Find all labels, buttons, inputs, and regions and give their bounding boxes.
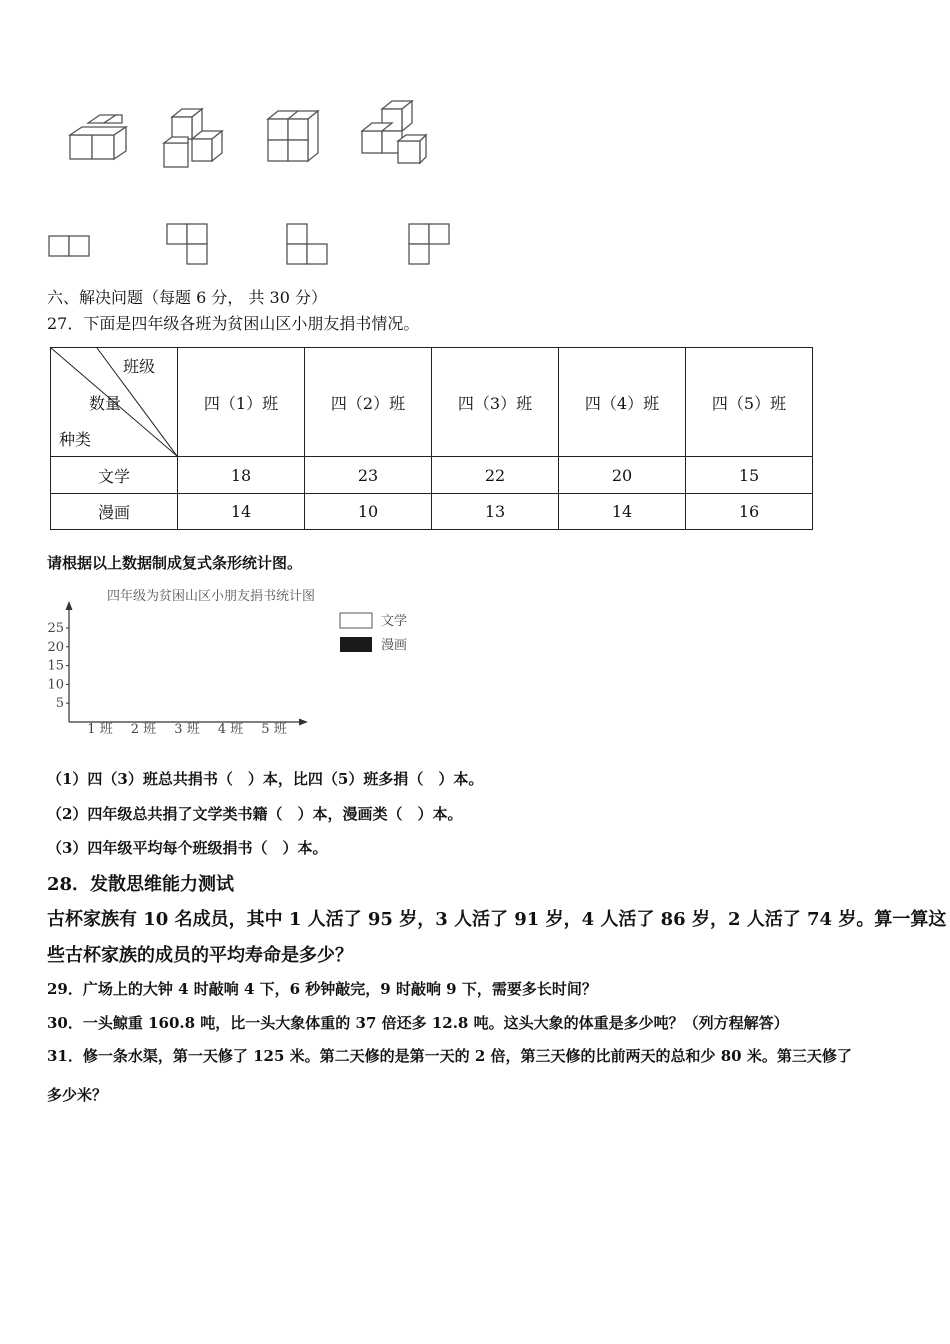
donation-table (50, 347, 813, 530)
class-header: 四（3）班 (432, 348, 559, 457)
table-cell: 15 (686, 457, 813, 494)
q28-title: 28．发散思维能力测试 (47, 874, 235, 895)
q31-text-line1: 31．修一条水渠，第一天修了 125 米。第二天修的是第一天的 2 倍，第三天修的比前两天的总和少 80 米。第三天修了 (47, 1047, 852, 1065)
table-cell: 16 (686, 494, 813, 530)
bar-chart (40, 580, 440, 745)
y-tick-label: 10 (47, 677, 64, 693)
view-2 (167, 224, 207, 264)
x-category-label: 5 班 (261, 722, 287, 737)
q27-sub2: （2）四年级总共捐了文学类书籍（ ）本，漫画类（ ）本。 (47, 805, 463, 823)
q28-text-line2: 些古杯家族的成员的平均寿命是多少？ (47, 945, 353, 966)
class-header: 四（4）班 (559, 348, 686, 457)
table-cell: 13 (432, 494, 559, 530)
corner-label-type: 种类 (59, 430, 92, 449)
x-axis-arrow (299, 719, 308, 726)
y-tick-label: 20 (47, 639, 64, 655)
row-label: 文学 (51, 457, 178, 494)
table-cell: 10 (305, 494, 432, 530)
table-cell: 23 (305, 457, 432, 494)
q28-text-line1: 古杯家族有 10 名成员，其中 1 人活了 95 岁，3 人活了 91 岁，4 人活了 86 岁，2 人活了 74 岁。算一算这 (47, 909, 947, 930)
table-cell: 14 (178, 494, 305, 530)
q30-text: 30．一头鲸重 160.8 吨，比一头大象体重的 37 倍还多 12.8 吨。这头大象的体重是多少吨？（列方程解答） (47, 1014, 789, 1032)
chart-instruction: 请根据以上数据制成复式条形统计图。 (47, 554, 303, 572)
x-category-label: 4 班 (217, 722, 244, 737)
q27-prompt: 27．下面是四年级各班为贫困山区小朋友捐书情况。 (47, 314, 420, 333)
legend-swatch-comics (340, 637, 372, 652)
q29-text: 29．广场上的大钟 4 时敲响 4 下，6 秒钟敲完，9 时敲响 9 下，需要多长时间？ (47, 980, 597, 998)
class-header: 四（1）班 (178, 348, 305, 457)
table-row (51, 457, 813, 494)
x-category-label: 3 班 (174, 722, 200, 737)
view-4 (409, 224, 449, 264)
section-6-heading: 六、解决问题（每题 6 分， 共 30 分） (47, 288, 327, 307)
view-1 (49, 236, 89, 256)
solid-3 (268, 111, 318, 161)
view-3 (287, 224, 327, 264)
legend-label-literature: 文学 (381, 614, 408, 629)
solid-1 (70, 115, 126, 159)
y-tick-label: 25 (47, 621, 64, 636)
chart-title: 四年级为贫困山区小朋友捐书统计图 (107, 589, 316, 604)
y-tick-label: 15 (47, 658, 64, 674)
table-cell: 14 (559, 494, 686, 530)
table-cell: 20 (559, 457, 686, 494)
views-figure (45, 222, 455, 272)
class-header: 四（5）班 (686, 348, 813, 457)
x-category-label: 1 班 (87, 722, 113, 737)
cube-solids-figure (60, 95, 440, 175)
table-header-row (51, 348, 813, 457)
table-cell: 22 (432, 457, 559, 494)
class-header: 四（2）班 (305, 348, 432, 457)
q27-sub1: （1）四（3）班总共捐书（ ）本，比四（5）班多捐（ ）本。 (47, 770, 484, 788)
legend-label-comics: 漫画 (381, 638, 408, 653)
table-cell: 18 (178, 457, 305, 494)
x-category-label: 2 班 (130, 722, 157, 737)
solid-4 (362, 101, 426, 163)
solid-2 (164, 109, 222, 167)
corner-header-cell (51, 348, 178, 457)
corner-label-quantity: 数量 (89, 394, 122, 413)
legend-swatch-literature (340, 613, 372, 628)
corner-label-class: 班级 (123, 357, 156, 376)
y-tick-label: 5 (55, 696, 64, 712)
q27-sub3: （3）四年级平均每个班级捐书（ ）本。 (47, 839, 328, 857)
q31-text-line2: 多少米？ (47, 1086, 108, 1104)
y-axis-arrow (66, 601, 73, 610)
row-label: 漫画 (51, 494, 178, 530)
table-row (51, 494, 813, 530)
